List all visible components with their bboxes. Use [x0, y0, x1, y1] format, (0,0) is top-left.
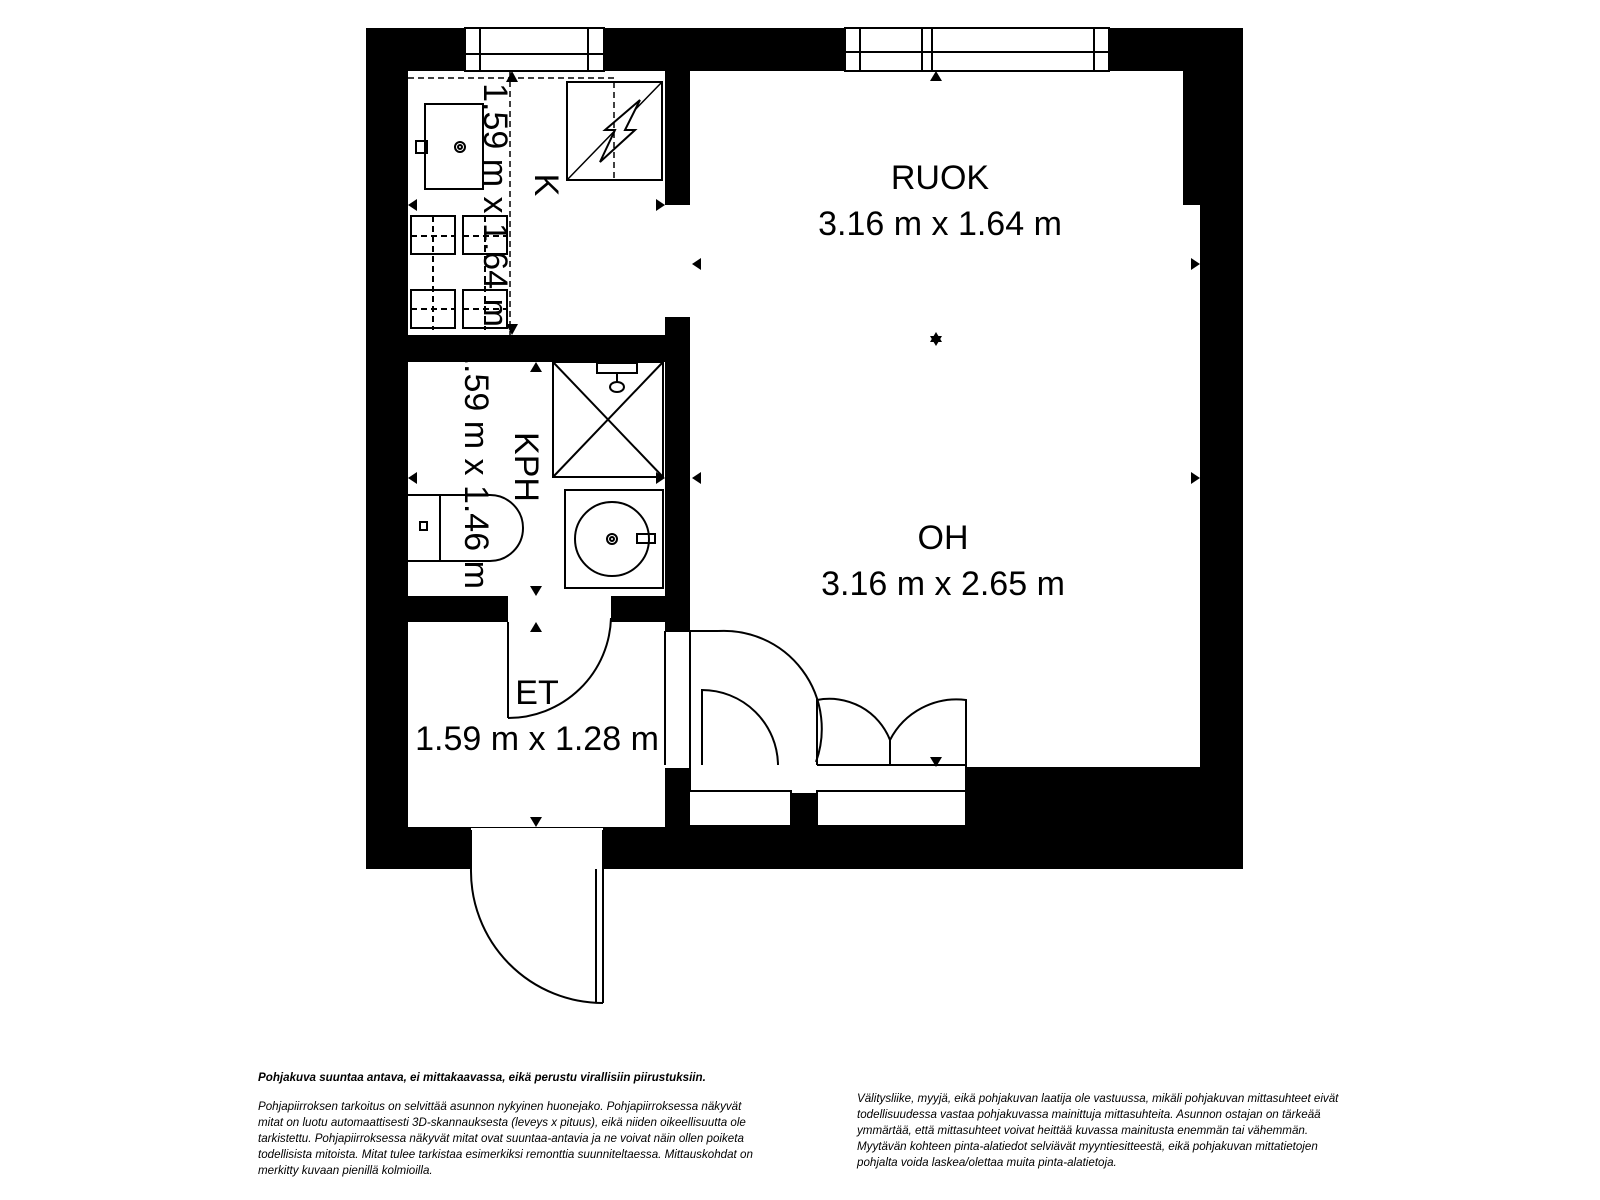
opening-k-ruok — [663, 205, 692, 317]
window-ruok — [845, 28, 1109, 71]
window-k — [465, 28, 604, 71]
wardrobe-shelf-right — [817, 791, 966, 826]
room-ruok-dims: 3.16 m x 1.64 m — [818, 205, 1062, 243]
room-ruok-name: RUOK — [890, 159, 990, 197]
room-kph-name: KPH — [507, 432, 545, 502]
disclaimer-left-text: Pohjapiirroksen tarkoitus on selvittää asunnon nykyinen huonejako. Pohjapiirroksessa näkyvät mitat on luotu automaattisesti 3D-skannauksesta (leveys x pituus), eikä niiden oikeellisuutta ole tarkistettu. Pohjapiirroksessa näkyvät mitat ovat suuntaa-antavia ja ne voivat näin ollen poiketa todellisista mitoista. Mitat tulee tarkistaa esimerkiksi remonttia suunniteltaessa. Mittauskohdat on merkitty kuvaan pienillä kolmioilla. — [258, 1100, 753, 1177]
wardrobe-shelf-left — [689, 791, 791, 826]
room-k-dims: 1.59 m x 1.64 m — [476, 83, 514, 327]
room-et-dims: 1.59 m x 1.28 m — [415, 720, 659, 758]
entry-opening — [471, 828, 603, 870]
disclaimer-left — [258, 1070, 758, 1192]
disclaimer-right-text: Välitysliike, myyjä, eikä pohjakuvan laatija ole vastuussa, mikäli pohjakuvan mittasuhteet eivät todellisuudessa vastaa pohjakuvassa mainittuja mittasuhteita. Asunnon ostajan on tärkeää ymmärtää, että mittasuhteet voivat heittää kuvassa mainitusta enemmän tai vähemmän. Myytävän kohteen pinta-alatiedot selviävät myyntiesitteestä, eikä pohjakuvan mittatietojen pohjalta voida laskea/olettaa muita pinta-alatietoja. — [857, 1092, 1339, 1169]
disclaimer-right — [857, 1091, 1347, 1184]
ruok-wall-notch — [1183, 71, 1203, 205]
room-et-name: ET — [515, 674, 559, 712]
room-oh-name: OH — [917, 519, 969, 557]
opening-kph-door — [508, 594, 611, 624]
room-k-name: K — [527, 173, 565, 197]
opening-et-oh — [663, 632, 692, 768]
disclaimer-heading: Pohjakuva suuntaa antava, ei mittakaavassa, eikä perustu virallisiin piirustuksiin. — [258, 1071, 706, 1084]
wardrobe-niche — [690, 765, 966, 793]
room-kph-dims: 1.59 m x 1.46 m — [457, 345, 495, 589]
room-oh-dims: 3.16 m x 2.65 m — [821, 565, 1065, 603]
